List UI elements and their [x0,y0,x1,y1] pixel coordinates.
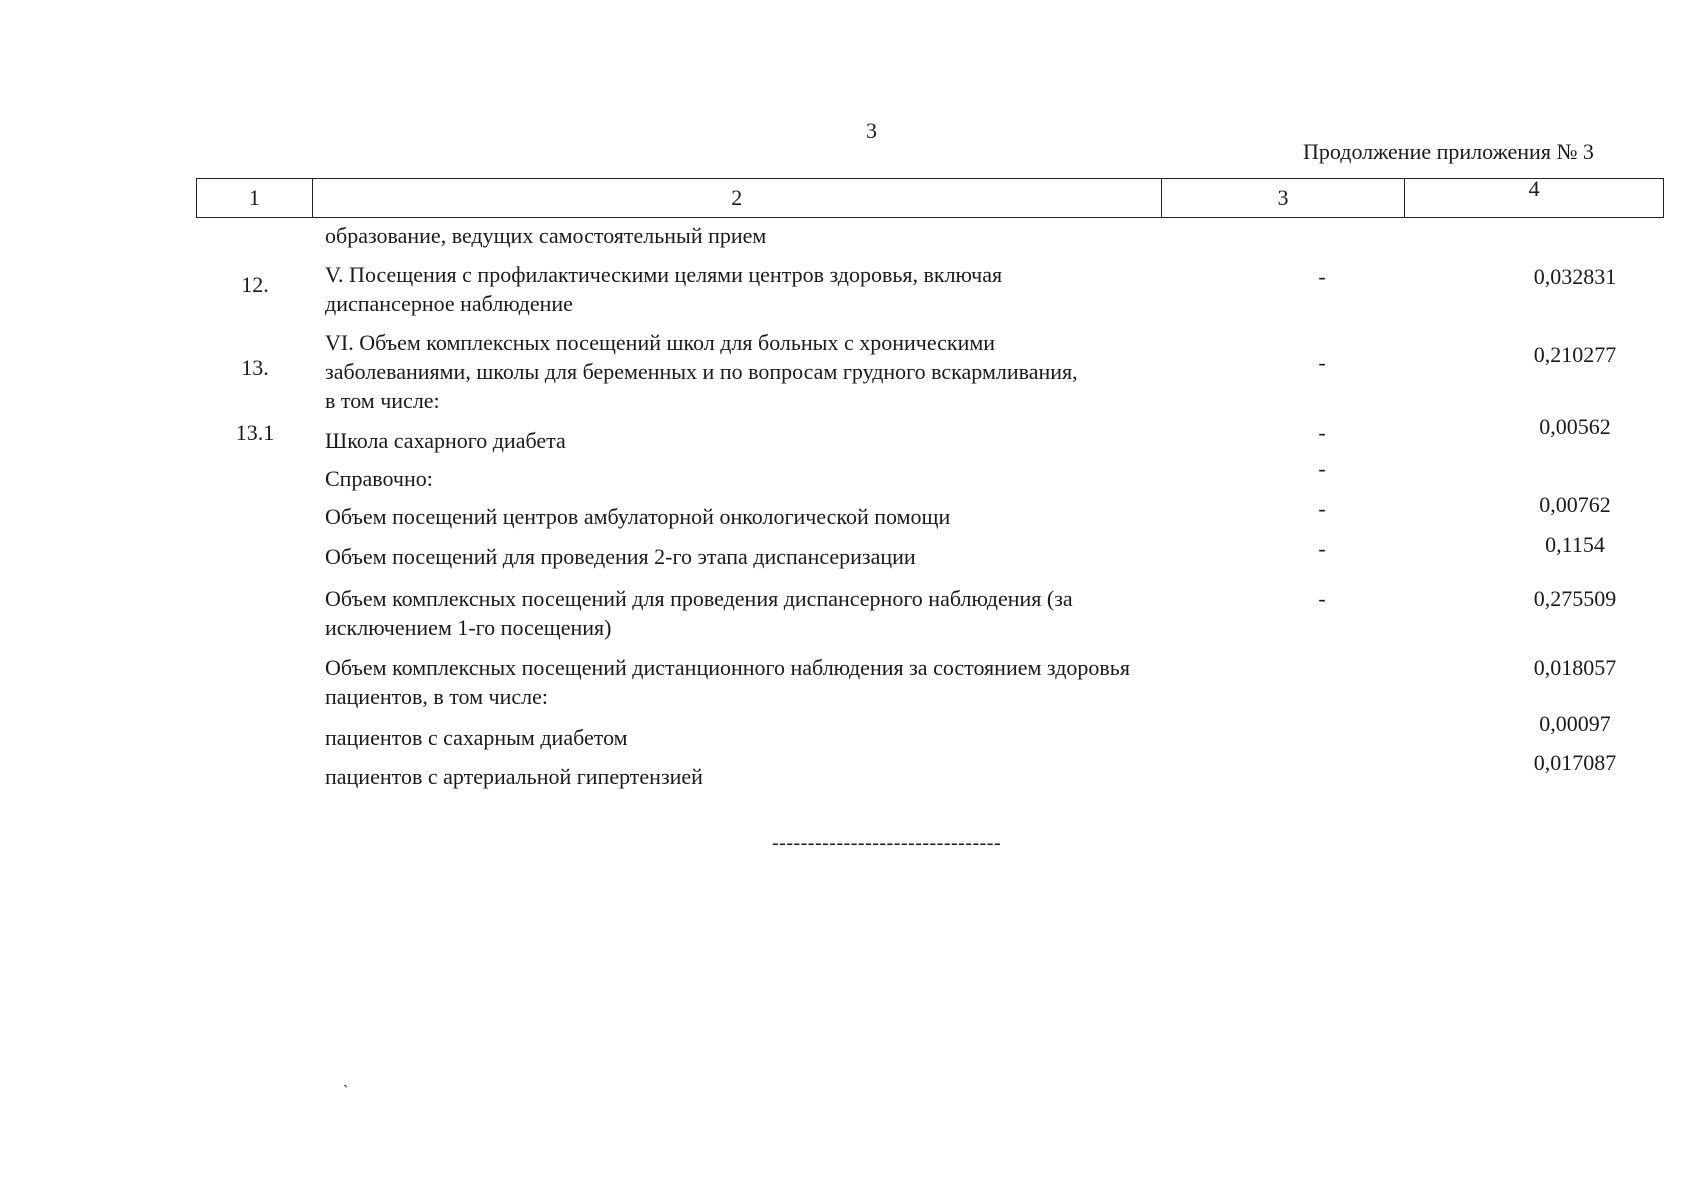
row-col-3: - [1318,420,1326,445]
row-number: 13. [241,355,269,380]
end-separator: -------------------------------- [772,832,1002,854]
row-description: Объем комплексных посещений для проведения диспансерного наблюдения (за исключением 1-го посещения) [325,586,1073,640]
table-header-col-2: 2 [313,179,1162,217]
row-description: Объем посещений для проведения 2-го этапа диспансеризации [325,544,916,569]
row-number: 13.1 [235,420,275,445]
row-value: 0,00562 [1539,414,1611,439]
row-description: V. Посещения с профилактическими целями центров здоровья, включая диспансерное наблюдение [325,262,1003,316]
table-header-col-1: 1 [197,179,313,217]
row-value: 0,275509 [1533,586,1617,611]
table-header [196,178,1664,218]
table-header-col-4: 4 [1528,176,1540,201]
stray-mark: ` [343,1083,349,1100]
row-description: образование, ведущих самостоятельный прием [325,223,767,248]
row-value: 0,017087 [1533,750,1617,775]
row-value: 0,032831 [1533,264,1617,289]
row-col-3: - [1318,264,1326,289]
row-col-3: - [1318,586,1326,611]
row-col-3: - [1318,496,1326,521]
row-description: Справочно: [325,466,433,491]
row-col-3: - [1318,536,1326,561]
row-value: 0,00762 [1539,492,1611,517]
page-number: 3 [866,118,877,143]
row-value: 0,018057 [1533,655,1617,680]
table-header-col-3: 3 [1162,179,1406,217]
row-description: Объем посещений центров амбулаторной онкологической помощи [325,504,951,529]
row-value: 0,210277 [1533,342,1617,367]
row-description: пациентов с сахарным диабетом [325,725,628,750]
row-description: Объем комплексных посещений дистанционного наблюдения за состоянием здоровья пациентов, в том числе: [325,655,1130,709]
continuation-heading: Продолжение приложения № 3 [1303,139,1594,164]
row-description: Школа сахарного диабета [325,428,566,453]
row-value: 0,00097 [1539,711,1611,736]
row-col-3: - [1318,456,1326,481]
row-col-3: - [1318,350,1326,375]
row-description: пациентов с артериальной гипертензией [325,764,703,789]
row-description: VI. Объем комплексных посещений школ для больных с хроническими заболеваниями, школы для беременных и по вопросам грудного вскармливания, в том числе: [325,330,1078,413]
row-value: 0,1154 [1545,532,1605,557]
row-number: 12. [241,272,269,297]
